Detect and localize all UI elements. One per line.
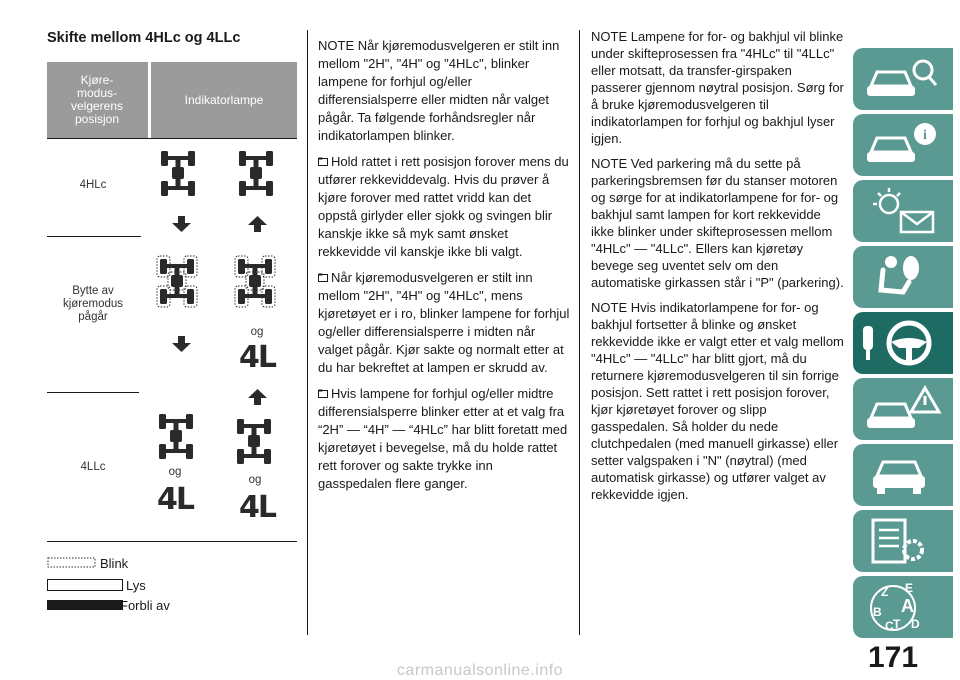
index-letter: C: [885, 619, 894, 633]
og-text: og: [168, 466, 182, 478]
index-letter: Z: [881, 585, 889, 599]
tab-technical-data[interactable]: [853, 510, 953, 572]
row-label-switching: [47, 285, 139, 324]
row-label-line: pågår: [78, 311, 108, 323]
table-header-rule: [47, 138, 297, 139]
arrow-up-icon: [248, 389, 268, 406]
low-range-4l-icon: 4L: [239, 340, 275, 375]
blinking-drive-lamp-icon: [230, 253, 280, 313]
car-search-icon: [853, 48, 953, 110]
row-divider: [47, 236, 141, 237]
svg-text:i: i: [923, 128, 927, 143]
blinking-drive-lamp-icon: [152, 253, 202, 313]
header-line: posisjon: [74, 112, 120, 126]
bullet-paragraph: [318, 269, 570, 377]
row-label-4llc: 4LLc: [80, 461, 106, 473]
car-info-icon: [853, 114, 953, 176]
section-title: Skifte mellom 4HLc og 4LLc: [47, 30, 241, 46]
row-label-line: Bytte av: [72, 285, 114, 297]
tab-car-search[interactable]: [853, 48, 953, 110]
light-mail-icon: [853, 180, 953, 242]
bullet-text: Hvis lampene for forhjul og/eller midtre differensialsperre blinker etter at et valg fra “2H” — “4H” — “4HLc” har blitt foretatt med kjøretøyet i bevegelse, må du holde rattet rett forover og sakte trykke inn gasspedalen flere ganger.: [318, 386, 568, 491]
rear-wheel-drive-lamp-icon: [236, 149, 276, 199]
arrow-up-icon: [248, 216, 268, 233]
arrow-down-icon: [172, 336, 192, 353]
watermark: carmanualsonline.info: [396, 662, 564, 679]
note-paragraph: NOTE Hvis indikatorlampene for for- og bakhjul fortsetter å blinke og ønsket rekkevidde ikke er valgt etter et valg mellom "4HLc" — "4LLc" har blitt gjort, må du returnere kjøremodusvelgeren til sin forrige posisjon. Sett rattet i rett posisjon forover, kjør kjøretøyet forover og slipp gasspedalen. Så holder du nede clutchpedalen (med manuell girkasse) eller setter valgspaken i "N" (nøytral) (med automatisk girkasse) og utfører valget av rekkevidde igjen.: [591, 300, 844, 502]
front-wheel-drive-lamp-icon: [158, 149, 198, 199]
og-text: og: [248, 474, 262, 486]
tab-starting-driving[interactable]: [853, 312, 953, 374]
bullet-square-icon: [318, 157, 329, 167]
tab-maintenance[interactable]: [853, 444, 953, 506]
note-paragraph: NOTE Når kjøremodusvelgeren er stilt inn mellom "2H", "4H" og "4HLc", blinker lampene for forhjul og/eller differensialsperre eller midten når valget pågår. Ta følgende forhåndsregler når indikatorlampen blinker.: [318, 38, 560, 143]
row-divider: [47, 392, 139, 393]
legend-forbli-av-label: Forbli av: [120, 598, 170, 613]
bullet-text: Hold rattet i rett posisjon forover mens du utfører rekkeviddevalg. Hvis du prøver å kjøre forover med rattet vridd kan det oppstå girlyder eller sjokk og svingen blir kanskje ikke så myk samt ønsket rekkevidde vil kanskje ikke bli valgt.: [318, 154, 569, 259]
og-text: og: [250, 326, 264, 338]
header-line: velgerens: [70, 99, 124, 113]
legend-forbli-av-swatch: [47, 600, 123, 610]
legend-lys-label: Lys: [126, 578, 146, 593]
bullet-paragraph: [318, 385, 570, 493]
column-divider: [307, 30, 308, 635]
index-letter: B: [873, 605, 882, 619]
index-letter: D: [911, 617, 920, 631]
legend-blink-label: Blink: [100, 556, 129, 571]
column-divider: [579, 30, 580, 635]
arrow-down-icon: [172, 216, 192, 233]
tab-lights-messages[interactable]: [853, 180, 953, 242]
note-paragraph: NOTE Ved parkering må du sette på parkeringsbremsen før du stanser motoren og sørge for at indikatorlampene for for- og bakhjul samt lampen for kort rekkevidde ikke blinker under skifteprosessen mellom "4HLc" — "4LLc". Ellers kan kjøretøy bevege seg uventet selv om den automatiske girkassen står i "P" (parkering).: [591, 156, 844, 290]
column-3-text: [591, 28, 844, 511]
column-2-text: [318, 37, 570, 501]
drive-lamp-icon: [234, 417, 274, 467]
bullet-square-icon: [318, 389, 329, 399]
seat-airbag-icon: [853, 246, 953, 308]
car-warning-icon: [853, 378, 953, 440]
header-line: modus-: [76, 86, 117, 100]
bullet-text: Når kjøremodusvelgeren er stilt inn mellom "2H", "4H" og "4HLc", mens kjøretøyet er i ro, blinker lampene for forhjul og/eller differensialsperre i midten når valget pågår. Kjør sakte og normalt etter at du har bekreftet at lampen er skrudd av.: [318, 270, 570, 375]
tab-emergency[interactable]: [853, 378, 953, 440]
table-header: [47, 62, 297, 138]
bullet-square-icon: [318, 273, 329, 283]
low-range-4l-icon: 4L: [239, 490, 275, 525]
steering-wheel-key-icon: [853, 312, 953, 374]
header-line: Kjøre-: [80, 73, 114, 87]
bullet-paragraph: [318, 153, 570, 261]
header-indicator-lamp: Indikatorlampe: [184, 93, 264, 107]
tab-safety[interactable]: [853, 246, 953, 308]
legend-blink-swatch: [47, 556, 97, 570]
car-service-icon: [853, 444, 953, 506]
legend-lys-swatch: [47, 579, 123, 591]
alphabet-index-icon: [853, 576, 953, 638]
index-letter: A: [901, 596, 914, 616]
drive-lamp-icon: [156, 412, 196, 462]
note-paragraph: NOTE Lampene for for- og bakhjul vil blinke under skifteprosessen fra "4HLc" til "4LLc" eller motsatt, da transfer-girspaken passerer gjennom nøytral posisjon. Sørg for å bruke kjøremodusvelgeren til indikatorlampen for forhjul og bakhjul lyser igjen.: [591, 29, 844, 146]
header-mode-position: [47, 62, 147, 138]
table-bottom-rule: [47, 541, 297, 542]
page-number: 171: [868, 641, 919, 674]
index-letter: E: [905, 581, 914, 595]
row-label-line: kjøremodus: [62, 298, 124, 310]
tab-index[interactable]: [853, 576, 953, 638]
row-label-4hlc: 4HLc: [79, 179, 107, 191]
tab-car-info[interactable]: [853, 114, 953, 176]
list-settings-icon: [853, 510, 953, 572]
index-letter: T: [893, 617, 901, 631]
low-range-4l-icon: 4L: [157, 482, 193, 517]
